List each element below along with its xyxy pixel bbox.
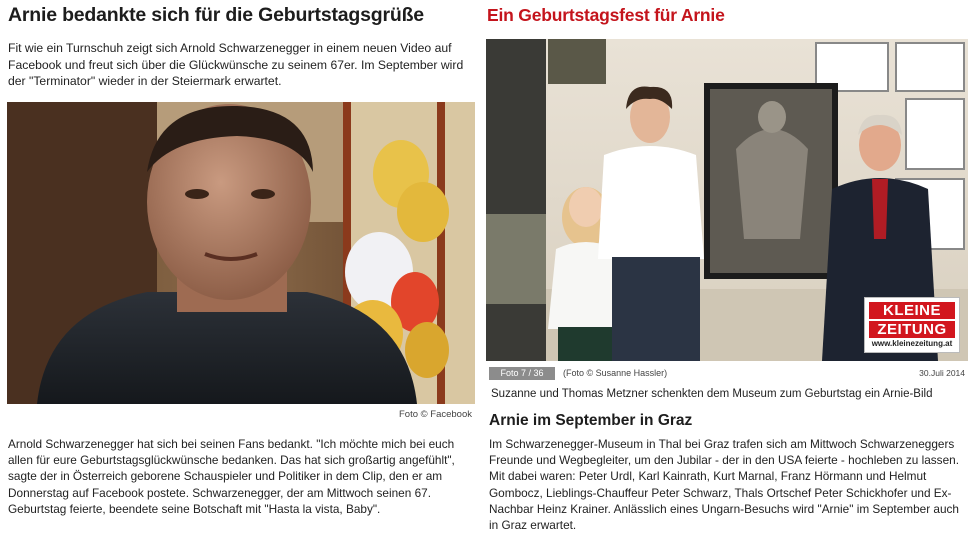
- right-article-title[interactable]: Ein Geburtstagsfest für Arnie: [487, 5, 725, 25]
- left-article-title[interactable]: Arnie bedankte sich für die Geburtstagsgrüße: [8, 4, 424, 26]
- photo-counter-badge[interactable]: Foto 7 / 36: [489, 367, 555, 380]
- left-article-lead: Fit wie ein Turnschuh zeigt sich Arnold Schwarzenegger in einem neuen Video auf Facebook und freut sich über die Glückwünsche zu seinem 67er. Im September wird der "Terminator" wieder in der Steiermark erwartet.: [8, 41, 464, 88]
- left-article-body: Arnold Schwarzenegger hat sich bei seinen Fans bedankt. "Ich möchte mich bei euch allen für eure Geburtstagsglückwünsche bedanken. Das hat sich großartig angefühlt", sagte der in Österreich geborene Schauspieler und Politiker in dem Clip, den er am Donnerstag auf Facebook postete. Schwarzenegger, der am Mittwoch seinen 67. Geburtstag feierte, beendete seine Botschaft mit "Hasta la vista, Baby".: [8, 437, 455, 516]
- kleine-zeitung-logo: [864, 297, 960, 353]
- right-article-subtitle: Arnie im September in Graz: [489, 412, 693, 429]
- logo-line2: ZEITUNG: [869, 321, 955, 338]
- logo-url: www.kleinezeitung.at: [871, 339, 953, 348]
- right-photo-credit: (Foto © Susanne Hassler): [563, 368, 668, 378]
- photo-caption: Suzanne und Thomas Metzner schenkten dem Museum zum Geburtstag ein Arnie-Bild: [491, 388, 933, 400]
- video-still-illustration: [7, 102, 475, 404]
- left-photo-credit: Foto © Facebook: [398, 409, 472, 420]
- photo-date: 30.Juli 2014: [919, 368, 965, 378]
- right-article-body: Im Schwarzenegger-Museum in Thal bei Graz trafen sich am Mittwoch Schwarzeneggers Freunde und Wegbegleiter, um den Jubilar - der in den USA feierte - hochleben zu lassen. Mit dabei waren: Peter Urdl, Karl Kainrath, Kurt Marnal, Franz Hörmann und Helmut Gombocz, Lieblings-Chauffeur Peter Schwarz, Thals Ortschef Peter Schickhofer und Ex-Nachbar Heinz Krainer. Anlässlich eines Ungarn-Besuchs wird "Arnie" im September auch in Graz erwartet.: [489, 437, 959, 533]
- video-thumbnail[interactable]: [7, 102, 475, 404]
- photo-meta-bar: [489, 367, 967, 381]
- logo-line1: KLEINE: [869, 302, 955, 319]
- gallery-photo[interactable]: [486, 39, 968, 361]
